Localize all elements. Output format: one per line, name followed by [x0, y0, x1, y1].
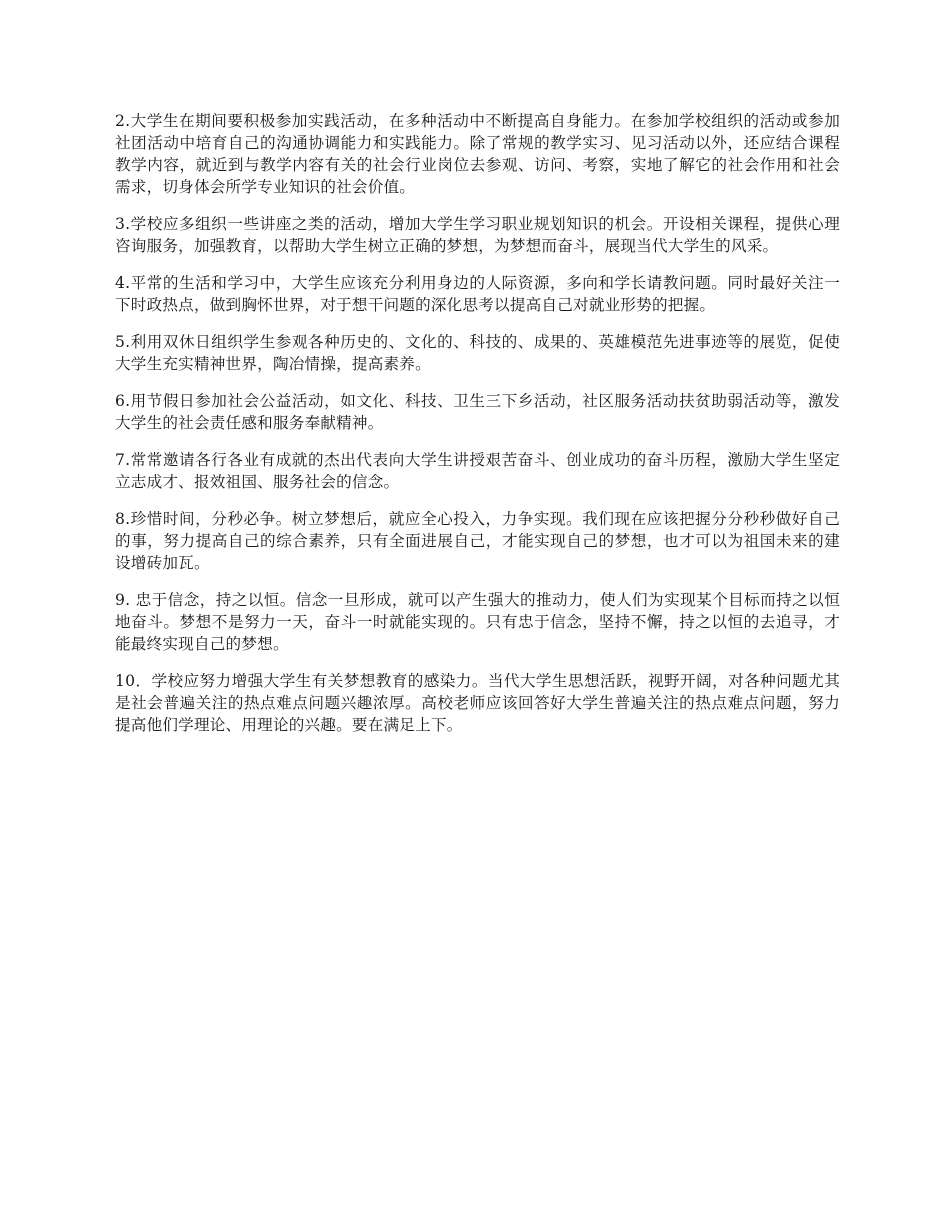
paragraph-8: 8.珍惜时间，分秒必争。树立梦想后，就应全心投入，力争实现。我们现在应该把握分分秒秒做好自己的事，努力提高自己的综合素养，只有全面进展自己，才能实现自己的梦想，也才可以为祖国未来的建设增砖加瓦。	[115, 510, 840, 572]
paragraph-6: 6.用节假日参加社会公益活动，如文化、科技、卫生三下乡活动，社区服务活动扶贫助弱活动等，激发大学生的社会责任感和服务奉献精神。	[115, 392, 840, 432]
paragraph-3: 3.学校应多组织一些讲座之类的活动，增加大学生学习职业规划知识的机会。开设相关课程，提供心理咨询服务，加强教育，以帮助大学生树立正确的梦想，为梦想而奋斗，展现当代大学生的风采。	[115, 215, 840, 255]
document-body	[115, 110, 840, 751]
paragraph-7: 7.常常邀请各行各业有成就的杰出代表向大学生讲授艰苦奋斗、创业成功的奋斗历程，激励大学生坚定立志成才、报效祖国、服务社会的信念。	[115, 451, 840, 491]
paragraph-2: 2.大学生在期间要积极参加实践活动，在多种活动中不断提高自身能力。在参加学校组织的活动或参加社团活动中培育自己的沟通协调能力和实践能力。除了常规的教学实习、见习活动以外，还应结合课程教学内容，就近到与教学内容有关的社会行业岗位去参观、访问、考察，实地了解它的社会作用和社会需求，切身体会所学专业知识的社会价值。	[115, 112, 840, 196]
paragraph-9: 9. 忠于信念，持之以恒。信念一旦形成，就可以产生强大的推动力，使人们为实现某个目标而持之以恒地奋斗。梦想不是努力一天，奋斗一时就能实现的。只有忠于信念，坚持不懈，持之以恒的去追寻，才能最终实现自己的梦想。	[115, 591, 840, 653]
paragraph-5: 5.利用双休日组织学生参观各种历史的、文化的、科技的、成果的、英雄模范先进事迹等的展览，促使大学生充实精神世界，陶冶情操，提高素养。	[115, 333, 840, 373]
paragraph-10: 10．学校应努力增强大学生有关梦想教育的感染力。当代大学生思想活跃，视野开阔，对各种问题尤其是社会普遍关注的热点难点问题兴趣浓厚。高校老师应该回答好大学生普遍关注的热点难点问题，努力提高他们学理论、用理论的兴趣。要在满足上下。	[115, 672, 840, 734]
paragraph-4: 4.平常的生活和学习中，大学生应该充分利用身边的人际资源，多向和学长请教问题。同时最好关注一下时政热点，做到胸怀世界，对于想干问题的深化思考以提高自己对就业形势的把握。	[115, 274, 840, 314]
